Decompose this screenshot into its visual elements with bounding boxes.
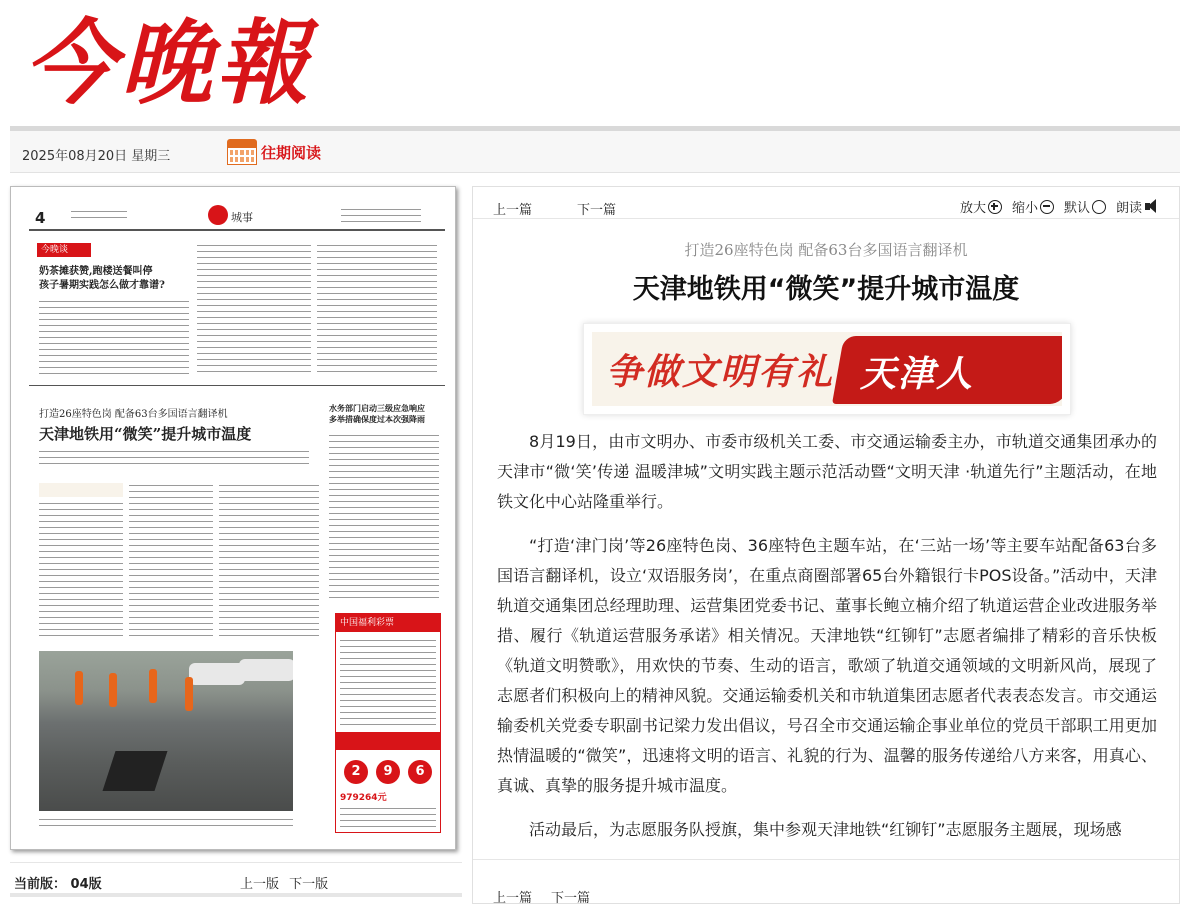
thumb-subhead [39,449,309,465]
issue-date: 2025年08月20日 星期三 [22,149,171,164]
thumb-rule [29,385,445,386]
thumb-headline-2: 天津地铁用“微笑”提升城市温度 [39,425,252,443]
divider [10,893,462,897]
calendar-icon [225,137,259,167]
edition-nav [240,873,334,892]
lottery-pool: 979264元 [340,793,387,803]
default-size-label: 默认 [1063,201,1090,216]
lottery-ball: 2 [344,760,368,784]
current-edition: 当前版： 04版 [14,877,102,892]
divider [473,859,1179,860]
thumb-text-block [317,243,437,377]
news-photo [39,651,293,811]
zoom-in-button[interactable] [960,197,1002,216]
thumb-side-headline: 水务部门启动三级应急响应 多举措确保度过本次强降雨 [329,403,425,424]
thumb-headline-1: 奶茶摊获赞,跑楼送餐叫停 孩子暑期实践怎么做才靠谱? [39,266,165,291]
read-aloud-label: 朗读 [1115,201,1142,216]
article-body [497,427,1157,851]
thumb-text-block [39,299,189,377]
zoom-out-icon [1040,200,1054,214]
thumb-text-block [329,433,439,603]
circle-icon [1092,200,1106,214]
banner-text-left: 争做文明有礼 [606,351,835,393]
page-meta-text [71,209,127,223]
lottery-title: 中国福利彩票 [336,614,440,632]
next-article-link-bottom[interactable]: 下一篇 [551,891,591,904]
thumb-text-block [39,501,123,641]
newspaper-logo-text: 今晚報 [24,9,313,117]
article-panel [472,186,1180,904]
thumb-banner [39,483,123,497]
zoom-in-label: 放大 [959,201,986,216]
page-header-ad [341,207,421,223]
article-paragraph: “打造‘津门岗’等26座特色岗、36座特色主题车站，在‘三站一场’等主要车站配备63台多国语言翻译机，设立‘双语服务岗’，在重点商圈部署65台外籍银行卡POS设备。”活动中，天津轨道交通集团总经理助理、运营集团党委书记、董事长鲍立楠介绍了轨道运营企业改进服务举措、履行《轨道运营服务承诺》相关情况。天津地铁“红铆钉”志愿者编排了精彩的音乐快板《轨道文明赞歌》，用欢快的节奏、生动的语言，歌颂了轨道交通领域的文明新风尚，展现了志愿者们积极向上的精神风貌。交通运输委机关和市轨道集团志愿者代表表态发言。市交通运输委机关党委专职副书记梁力发出倡议，号召全市交通运输企事业单位的党员干部职工用更加热情温暖的“微笑”，迅速将文明的语言、礼貌的行为、温馨的服务传递给八方来客，用真心、真诚、真挚的服务提升城市温度。 [497,536,1157,795]
read-aloud-button[interactable] [1116,197,1161,216]
banner-text-right: 天津人 [860,353,975,395]
next-article-link[interactable]: 下一篇 [577,203,617,218]
lottery-ball: 9 [376,760,400,784]
page-header-rule [29,229,445,231]
lottery-ad [335,613,441,833]
lottery-table [340,638,436,726]
lottery-title-bar-2 [336,732,440,750]
article-toolbar [473,187,1179,219]
article-headline: 天津地铁用“微笑”提升城市温度 [632,274,1020,305]
newspaper-page-thumbnail[interactable] [10,186,456,850]
thumb-text-block [219,483,319,641]
zoom-out-button[interactable] [1012,197,1054,216]
next-edition-link[interactable]: 下一版 [289,877,329,892]
photo-caption [39,817,293,831]
article-banner-image [583,323,1071,415]
date-bar [10,131,1180,173]
past-issues-link[interactable] [225,137,321,167]
prev-article-link[interactable]: 上一篇 [493,203,533,218]
edition-footer [10,862,462,896]
default-size-button[interactable] [1064,197,1106,216]
speaker-icon [1145,199,1161,215]
thumb-kicker: 打造26座特色岗 配备63台多国语言翻译机 [39,409,228,420]
column-tag: 今晚谈 [37,243,91,257]
article-paragraph: 活动最后，为志愿服务队授旗，集中参观天津地铁“红铆钉”志愿服务主题展，现场感 [529,820,1122,839]
lottery-ball: 6 [408,760,432,784]
prev-article-link-bottom[interactable]: 上一篇 [493,891,533,904]
thumb-text-block [129,483,213,641]
past-issues-label: 往期阅读 [261,143,322,162]
reading-tools [950,197,1161,216]
thumb-text-block [197,243,311,377]
zoom-in-icon [988,200,1002,214]
lottery-table [340,806,436,830]
article-paragraph: 8月19日，由市文明办、市委市级机关工委、市交通运输委主办，市轨道交通集团承办的天津市“微‘笑’传递 温暖津城”文明实践主题示范活动暨“文明天津 ·轨道先行”主题活动，在地铁文化中心站隆重举行。 [497,432,1157,511]
prev-edition-link[interactable]: 上一版 [240,877,280,892]
section-logo-icon [208,205,228,225]
article-kicker: 打造26座特色岗 配备63台多国语言翻译机 [684,241,968,259]
zoom-out-label: 缩小 [1011,201,1038,216]
newspaper-logo[interactable] [24,6,354,121]
section-name: 城事 [231,211,253,224]
page-number: 4 [35,209,46,227]
